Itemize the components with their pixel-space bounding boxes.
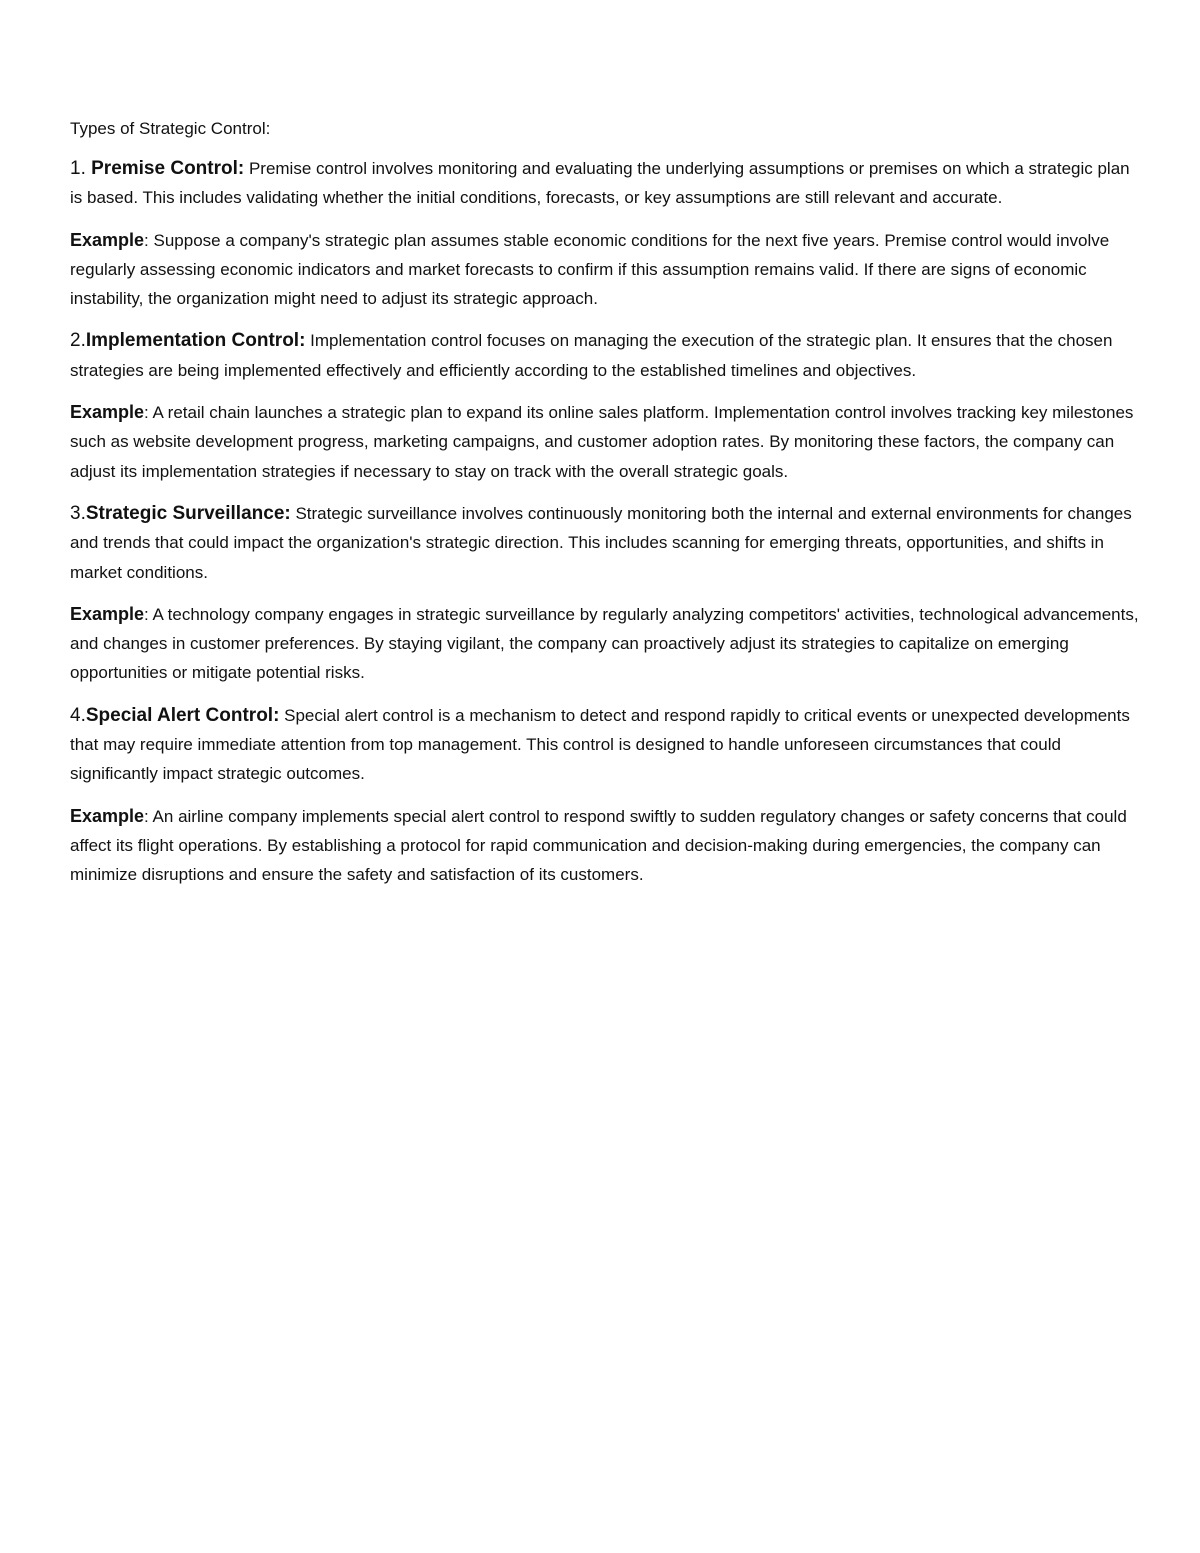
section-implementation-control (70, 326, 1140, 385)
section-strategic-surveillance (70, 499, 1140, 587)
example-special-alert-control (70, 802, 1140, 890)
section-definition: Strategic surveillance involves continuously monitoring both the internal and external environments for changes and trends that could impact the organization's strategic direction. This includes scanning for emerging threats, opportunities, and shifts in market conditions. (70, 503, 1132, 582)
section-number: 4. (70, 704, 86, 726)
example-text: : A retail chain launches a strategic plan to expand its online sales platform. Implementation control involves tracking key milestones such as website development progress, marketing campaigns, and customer adoption rates. By monitoring these factors, the company can adjust its implementation strategies if necessary to stay on track with the overall strategic goals. (70, 403, 1134, 481)
example-implementation-control (70, 398, 1140, 486)
section-number: 3. (70, 502, 86, 524)
example-text: : Suppose a company's strategic plan assumes stable economic conditions for the next five years. Premise control would involve regularly assessing economic indicators and market forecasts to confirm if this assumption remains valid. If there are signs of economic instability, the organization might need to adjust its strategic approach. (70, 230, 1110, 309)
example-text: : A technology company engages in strategic surveillance by regularly analyzing competitors' activities, technological advancements, and changes in customer preferences. By staying vigilant, the company can proactively adjust its strategies to capitalize on emerging opportunities or mitigate potential risks. (70, 604, 1139, 683)
section-definition: Special alert control is a mechanism to detect and respond rapidly to critical events or unexpected developments that may require immediate attention from top management. This control is designed to handle unforeseen circumstances that could significantly impact strategic outcomes. (70, 705, 1130, 784)
example-label: Example (70, 805, 145, 826)
example-label: Example (70, 402, 145, 423)
section-term: Strategic Surveillance: (85, 502, 291, 524)
example-premise-control (70, 226, 1140, 314)
section-special-alert-control (70, 701, 1140, 789)
document-page (70, 116, 1140, 903)
document-heading: Types of Strategic Control: (70, 119, 271, 138)
example-text: : An airline company implements special alert control to respond swiftly to sudden regulatory changes or safety concerns that could affect its flight operations. By establishing a protocol for rapid communication and decision-making during emergencies, the company can minimize disruptions and ensure the safety and satisfaction of its customers. (70, 806, 1127, 885)
section-number: 2. (70, 330, 86, 352)
example-strategic-surveillance (70, 600, 1140, 688)
section-definition: Implementation control focuses on managing the execution of the strategic plan. It ensures that the chosen strategies are being implemented effectively and efficiently according to the established timelines and objectives. (70, 331, 1113, 380)
section-term: Special Alert Control: (85, 704, 280, 726)
example-label: Example (70, 229, 145, 250)
section-number: 1. (70, 158, 92, 179)
section-premise-control (70, 154, 1140, 213)
example-label: Example (70, 603, 145, 624)
section-term: Implementation Control: (85, 330, 306, 352)
section-definition: Premise control involves monitoring and evaluating the underlying assumptions or premises on which a strategic plan is based. This includes validating whether the initial conditions, forecasts, or key assumptions are still relevant and accurate. (70, 159, 1130, 208)
section-term: Premise Control: (91, 158, 245, 179)
